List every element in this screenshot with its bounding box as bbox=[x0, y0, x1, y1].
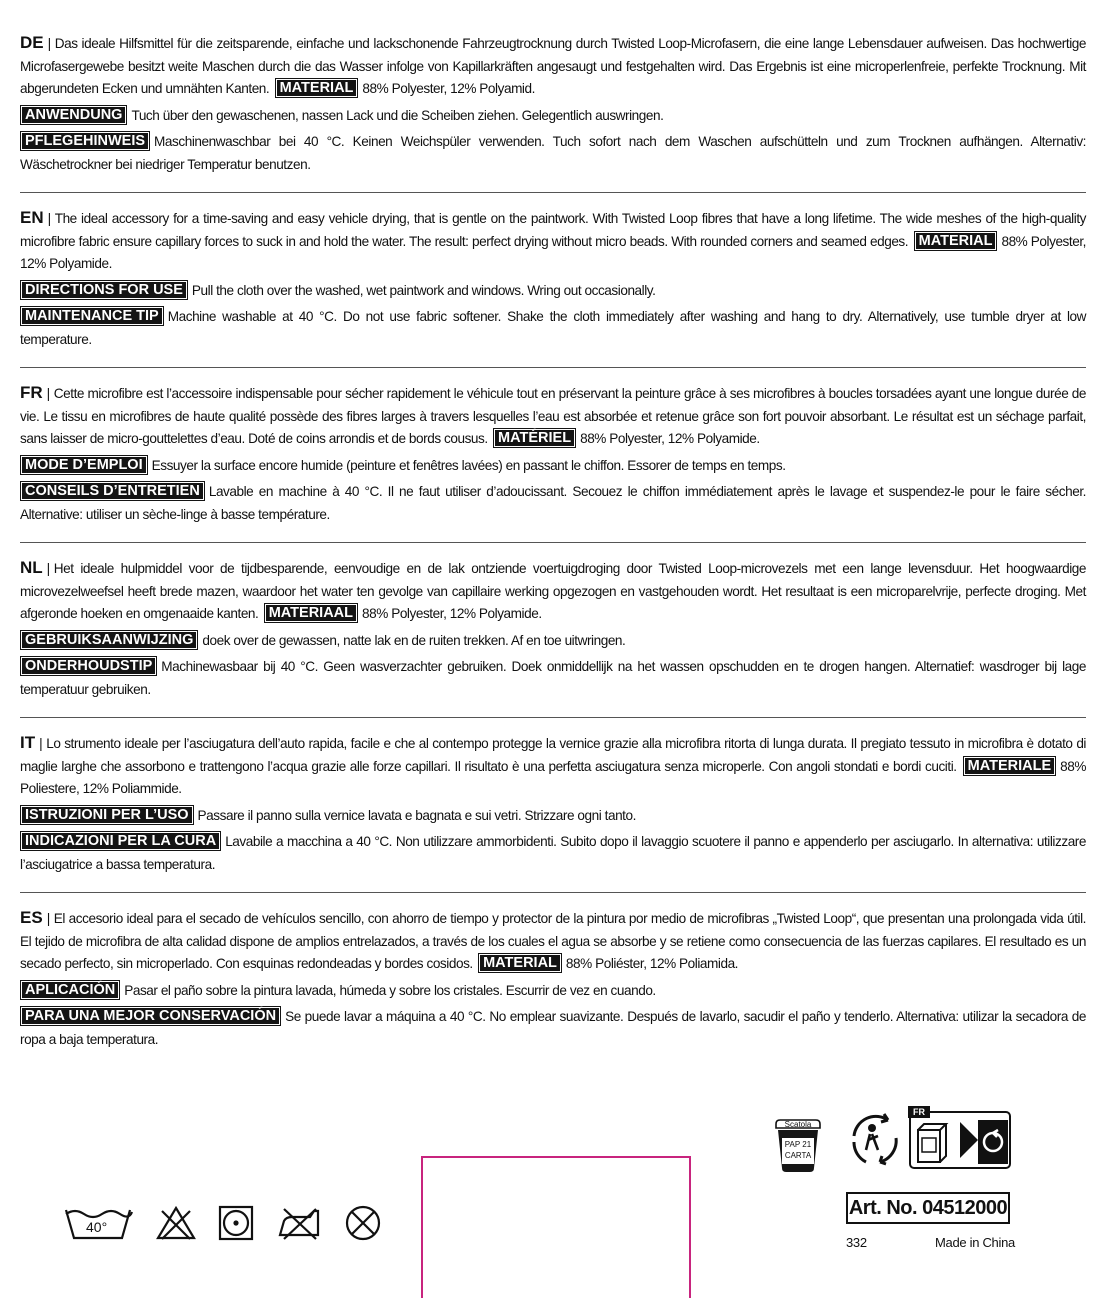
usage-paragraph bbox=[20, 280, 1086, 303]
care-paragraph bbox=[20, 831, 1086, 876]
intro-text: Het ideale hulpmiddel voor de tijdbesparende, eenvoudige en de lak ontziende voertuigdroging door Twisted Loop-microvezels met een lange levensduur. Het hoogwaardige microvezelweefsel heeft brede mazen, waardoor het water ten gevolge van capillaire werking opgezogen en vastgehouden wordt. Het resultaat is een microparelvrije, perfecte droging. Met afgeronde hoeken en omgenaaide kanten. bbox=[20, 561, 1086, 621]
language-code: EN bbox=[20, 208, 44, 227]
usage-label: DIRECTIONS FOR USE bbox=[20, 280, 188, 300]
material-label: MATERIAL bbox=[478, 953, 562, 973]
usage-label: APLICACIÓN bbox=[20, 980, 120, 1000]
care-label: PFLEGEHINWEIS bbox=[20, 131, 150, 151]
care-label: CONSEILS D’ENTRETIEN bbox=[20, 481, 205, 501]
care-text: Se puede lavar a máquina a 40 °C. No emplear suavizante. Después de lavarlo, sacudir el paño y tenderlo. Alternativa: utilizar la secadora de ropa a baja temperatura. bbox=[20, 1009, 1086, 1047]
tumble-dry-low-icon bbox=[218, 1205, 254, 1241]
usage-paragraph bbox=[20, 455, 1086, 478]
usage-text: Tuch über den gewaschenen, nassen Lack und die Scheiben ziehen. Gelegentlich auswringen. bbox=[131, 107, 664, 123]
material-label: MATERIAAL bbox=[264, 603, 358, 623]
pap-line2: PAP 21 bbox=[784, 1140, 812, 1149]
no-iron-icon bbox=[276, 1205, 322, 1241]
material-text: 88% Polyester, 12% Polyamid. bbox=[362, 81, 535, 96]
care-symbols bbox=[62, 1204, 382, 1242]
usage-text: Pasar el paño sobre la pintura lavada, húmeda y sobre los cristales. Escurrir de vez en cuando. bbox=[124, 982, 656, 998]
care-paragraph bbox=[20, 481, 1086, 526]
intro-paragraph bbox=[20, 32, 1086, 101]
country-of-origin: Made in China bbox=[935, 1235, 1015, 1250]
no-dry-clean-icon bbox=[344, 1204, 382, 1242]
care-text: Machinewasbaar bij 40 °C. Geen wasverzachter gebruiken. Doek onmiddellijk na het wassen opschudden en te drogen hangen. Alternatief: wasdroger bij lage temperatuur gebruiken. bbox=[20, 659, 1086, 697]
material-text: 88% Poliéster, 12% Poliamida. bbox=[565, 956, 739, 971]
material-text: 88% Polyester, 12% Polyamide. bbox=[580, 431, 760, 446]
care-paragraph bbox=[20, 656, 1086, 701]
care-text: Lavable en machine à 40 °C. Il ne faut utiliser d’adoucissant. Secouez le chiffon immédiatement après le lavage et suspendez-le pour le faire sécher. Alternative: utiliser un sèche-linge à basse température. bbox=[20, 484, 1086, 522]
lang-section-fr bbox=[20, 382, 1086, 543]
intro-paragraph bbox=[20, 907, 1086, 976]
material-text: 88% Polyester, 12% Polyamide. bbox=[362, 606, 542, 621]
lang-section-de bbox=[20, 32, 1086, 193]
care-paragraph bbox=[20, 131, 1086, 176]
intro-paragraph bbox=[20, 732, 1086, 801]
intro-paragraph bbox=[20, 557, 1086, 626]
material-label: MATERIAL bbox=[275, 78, 359, 98]
intro-paragraph bbox=[20, 207, 1086, 276]
language-code: NL bbox=[20, 558, 43, 577]
intro-text: Das ideale Hilfsmittel für die zeitsparende, einfache und lackschonende Fahrzeugtrocknung durch Twisted Loop-Microfasern, die eine lange Lebensdauer aufweisen. Das hochwertige Microfasergewebe besitzt weite Maschen durch die das Wasser infolge von Kapillarkräften angesaugt und festgehalten wird. Das Ergebnis ist eine microperlenfreie, perfekte Trocknung. Mit abgerundeten Ecken und umnähten Kanten. bbox=[20, 36, 1086, 96]
care-label: PARA UNA MEJOR CONSERVACIÓN bbox=[20, 1006, 281, 1026]
pap-recycling-badge bbox=[772, 1118, 824, 1179]
care-text: Machine washable at 40 °C. Do not use fabric softener. Shake the cloth immediately after washing and hang to dry. Alternatively, use tumble dryer at low temperature. bbox=[20, 309, 1086, 347]
separator: | bbox=[46, 386, 50, 401]
wash-40-icon bbox=[62, 1204, 134, 1242]
language-code: ES bbox=[20, 908, 43, 927]
usage-text: Essuyer la surface encore humide (peinture et fenêtres lavées) en passant le chiffon. Essorer de temps en temps. bbox=[151, 457, 786, 473]
label-text bbox=[20, 32, 1086, 1081]
care-paragraph bbox=[20, 306, 1086, 351]
usage-paragraph bbox=[20, 105, 1086, 128]
separator: | bbox=[47, 211, 51, 226]
intro-text: Lo strumento ideale per l’asciugatura dell’auto rapida, facile e che al contempo protegge la vernice grazie alla microfibra ritorta di lunga durata. Il pregiato tessuto in microfibra è dotato di maglie larghe che assorbono e trattengono l’acqua grazie alle forze capillari. Il risultato è una perfetta asciugatura senza microperle. Con angoli stondati e bordi cuciti. bbox=[20, 736, 1086, 774]
usage-text: doek over de gewassen, natte lak en de ruiten trekken. Af en toe uitwringen. bbox=[202, 632, 626, 648]
diecut-window-outline bbox=[421, 1156, 691, 1298]
usage-label: MODE D’EMPLOI bbox=[20, 455, 148, 475]
lang-section-en bbox=[20, 207, 1086, 368]
pap-line3: CARTA bbox=[784, 1151, 812, 1160]
usage-text: Pull the cloth over the washed, wet paintwork and windows. Wring out occasionally. bbox=[191, 282, 656, 298]
material-text: 88% Poliestere, 12% Poliammide. bbox=[20, 758, 1087, 796]
care-label: INDICAZIONI PER LA CURA bbox=[20, 831, 221, 851]
intro-paragraph bbox=[20, 382, 1086, 451]
usage-paragraph bbox=[20, 805, 1086, 828]
material-text: 88% Polyester, 12% Polyamide. bbox=[20, 233, 1086, 271]
care-text: Lavabile a macchina a 40 °C. Non utilizzare ammorbidenti. Subito dopo il lavaggio scuotere il panno e appenderlo per asciugarlo. In alternativa: utilizzare l’asciugatrice a bassa temperatura. bbox=[20, 834, 1086, 872]
language-code: FR bbox=[20, 383, 43, 402]
usage-label: ISTRUZIONI PER L’USO bbox=[20, 805, 194, 825]
recycle-bin-icon bbox=[978, 1120, 1008, 1164]
intro-text: Cette microfibre est l’accessoire indispensable pour sécher rapidement le véhicule tout en préservant la peinture grâce à ses microfibres à boucles torsadées ayant une longue durée de vie. Le tissu en microfibres de haute qualité possède des fibres larges à travers lesquelles l’eau est absorbée et retenue grâce son fort pouvoir absorbant. Le résultat est un séchage parfait, sans laisser de micro-gouttelettes d’eau. Doté de coins arrondis et de bords cousus. bbox=[20, 386, 1086, 446]
usage-paragraph bbox=[20, 980, 1086, 1003]
separator: | bbox=[46, 911, 50, 926]
triman-info-block bbox=[848, 1106, 1016, 1181]
article-number: Art. No. 04512000 bbox=[846, 1192, 1010, 1224]
usage-label: GEBRUIKSAANWIJZING bbox=[20, 630, 198, 650]
material-label: MATERIALE bbox=[963, 756, 1057, 776]
wash-temp-label: 40° bbox=[86, 1219, 108, 1235]
lang-section-es bbox=[20, 907, 1086, 1067]
lang-section-nl bbox=[20, 557, 1086, 718]
separator: | bbox=[47, 36, 51, 51]
care-paragraph bbox=[20, 1006, 1086, 1051]
language-code: DE bbox=[20, 33, 44, 52]
care-text: Maschinenwaschbar bei 40 °C. Keinen Weichspüler verwenden. Tuch sofort nach dem Waschen aufschütteln und zum Trocknen aufhängen. Alternativ: Wäschetrockner bei niedriger Temperatur benutzen. bbox=[20, 134, 1086, 172]
usage-label: ANWENDUNG bbox=[20, 105, 127, 125]
recycle-country-label: FR bbox=[913, 1107, 925, 1117]
print-code: 332 bbox=[846, 1235, 867, 1250]
separator: | bbox=[46, 561, 50, 576]
care-label: MAINTENANCE TIP bbox=[20, 306, 164, 326]
no-bleach-icon bbox=[156, 1205, 196, 1241]
usage-paragraph bbox=[20, 630, 1086, 653]
usage-text: Passare il panno sulla vernice lavata e bagnata e sui vetri. Strizzare ogni tanto. bbox=[197, 807, 636, 823]
lang-section-it bbox=[20, 732, 1086, 893]
language-code: IT bbox=[20, 733, 36, 752]
intro-text: The ideal accessory for a time-saving and easy vehicle drying, that is gentle on the paintwork. With Twisted Loop fibres that have a long lifetime. The wide meshes of the high-quality microfibre fabric ensure capillary forces to suck in and hold the water. The result: perfect drying without micro beads. With rounded corners and seamed edges. bbox=[20, 211, 1086, 249]
pap-line1: Scatola bbox=[784, 1120, 812, 1129]
material-label: MATERIAL bbox=[914, 231, 998, 251]
box-icon bbox=[918, 1124, 946, 1162]
intro-text: El accesorio ideal para el secado de vehículos sencillo, con ahorro de tiempo y protector de la pintura por medio de microfibras „Twisted Loop“, que presentan una prolongada vida útil. El tejido de microfibra de alta calidad dispone de amplios entrelazados, a través de los cuales el agua se absorbe y se retiene como consecuencia de las fuerzas capilares. El resultado es un secado perfecto, sin microperlado. Con esquinas redondeadas y bordes cosidos. bbox=[20, 911, 1086, 971]
triman-icon bbox=[854, 1114, 896, 1164]
care-label: ONDERHOUDSTIP bbox=[20, 656, 157, 676]
separator: | bbox=[39, 736, 43, 751]
material-label: MATÉRIEL bbox=[493, 428, 576, 448]
